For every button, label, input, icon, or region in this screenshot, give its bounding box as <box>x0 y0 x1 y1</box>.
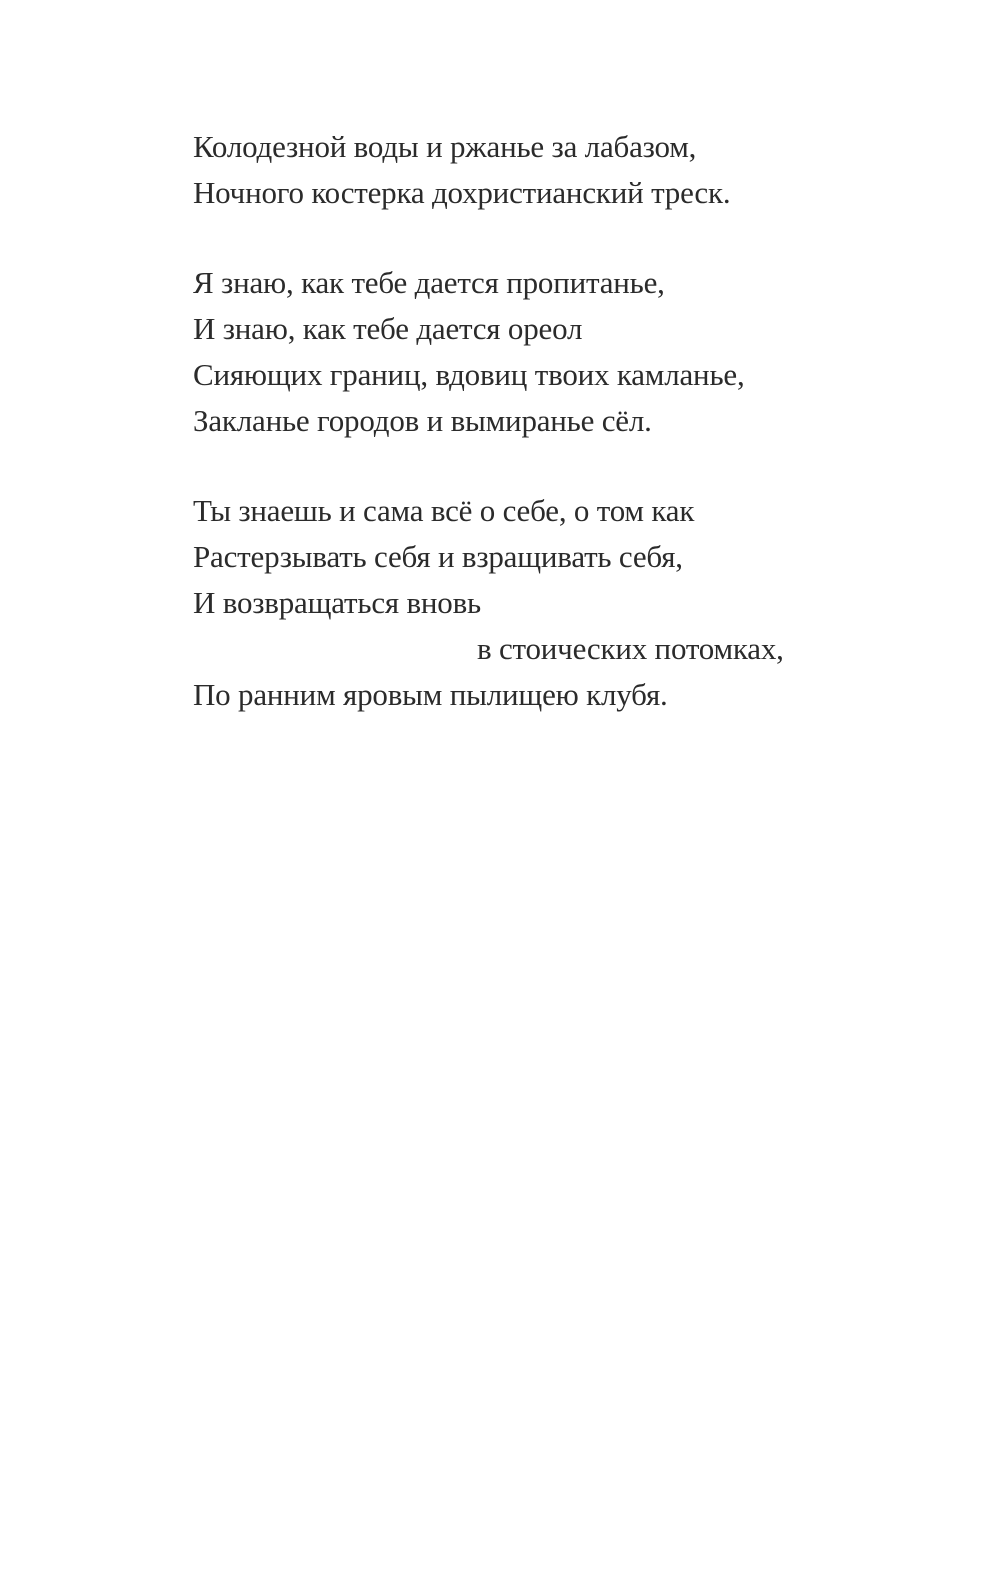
stanza-1 <box>193 124 853 216</box>
poem-line: Сияющих границ, вдовиц твоих камланье, <box>193 357 745 392</box>
poem-line: Ночного костерка дохристианский треск. <box>193 175 731 210</box>
poem-line: По ранним яровым пылищею клубя. <box>193 677 668 712</box>
poem-line: Растерзывать себя и взращивать себя, <box>193 539 683 574</box>
poem-line: Ты знаешь и сама всё о себе, о том как <box>193 493 695 528</box>
stanza-3 <box>193 488 853 718</box>
stanza-2 <box>193 260 853 444</box>
poem-line: И возвращаться вновь <box>193 585 481 620</box>
poem-line-indented: в стоических потомках, <box>477 631 784 666</box>
poem-line: И знаю, как тебе дается ореол <box>193 311 583 346</box>
poem-line: Я знаю, как тебе дается пропитанье, <box>193 265 665 300</box>
poem-line: Колодезной воды и ржанье за лабазом, <box>193 129 697 164</box>
poem-line: Закланье городов и вымиранье сёл. <box>193 403 652 438</box>
poem-text <box>193 124 853 762</box>
